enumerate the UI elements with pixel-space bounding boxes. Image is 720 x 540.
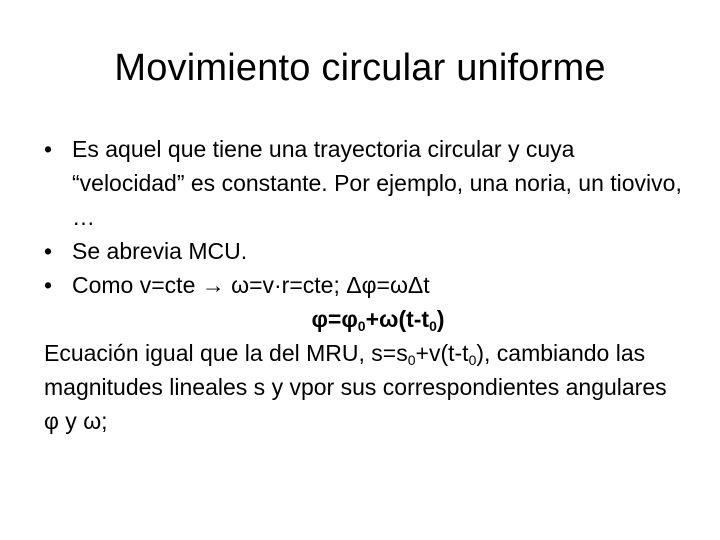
slide-title: Movimiento circular uniforme	[114, 47, 606, 89]
bullet-marker: •	[44, 272, 53, 298]
paragraph-subscript: 0	[468, 352, 477, 368]
formula-subscript: 0	[357, 318, 366, 334]
paragraph-part: ), cambiando las magnitudes lineales s y vpor sus correspondientes angulares φ y ω;	[44, 340, 667, 434]
bullet-marker: •	[44, 136, 53, 162]
bullet-item	[44, 268, 684, 302]
bullet-marker: •	[44, 238, 53, 264]
paragraph-part: Ecuación igual que la del MRU, s=s	[44, 340, 408, 366]
bullet-text: Es aquel que tiene una trayectoria circular y cuya “velocidad” es constante. Por ejemplo, una noria, un tiovivo, …	[72, 136, 682, 230]
bullet-item	[44, 132, 684, 234]
bullet-text: Se abrevia MCU.	[72, 238, 248, 264]
slide-body	[44, 132, 684, 438]
explanation-paragraph	[44, 336, 684, 438]
formula-subscript: 0	[429, 318, 437, 334]
formula-part: )	[436, 306, 445, 332]
mcu-formula	[44, 302, 684, 336]
bullet-text: Como v=cte → ω=v·r=cte; Δφ=ωΔt	[72, 272, 430, 298]
formula-part: φ=φ	[311, 306, 358, 332]
paragraph-subscript: 0	[407, 352, 416, 368]
bullet-item	[44, 234, 684, 268]
formula-part: +ω(t-t	[365, 306, 430, 332]
paragraph-part: +v(t-t	[415, 340, 469, 366]
